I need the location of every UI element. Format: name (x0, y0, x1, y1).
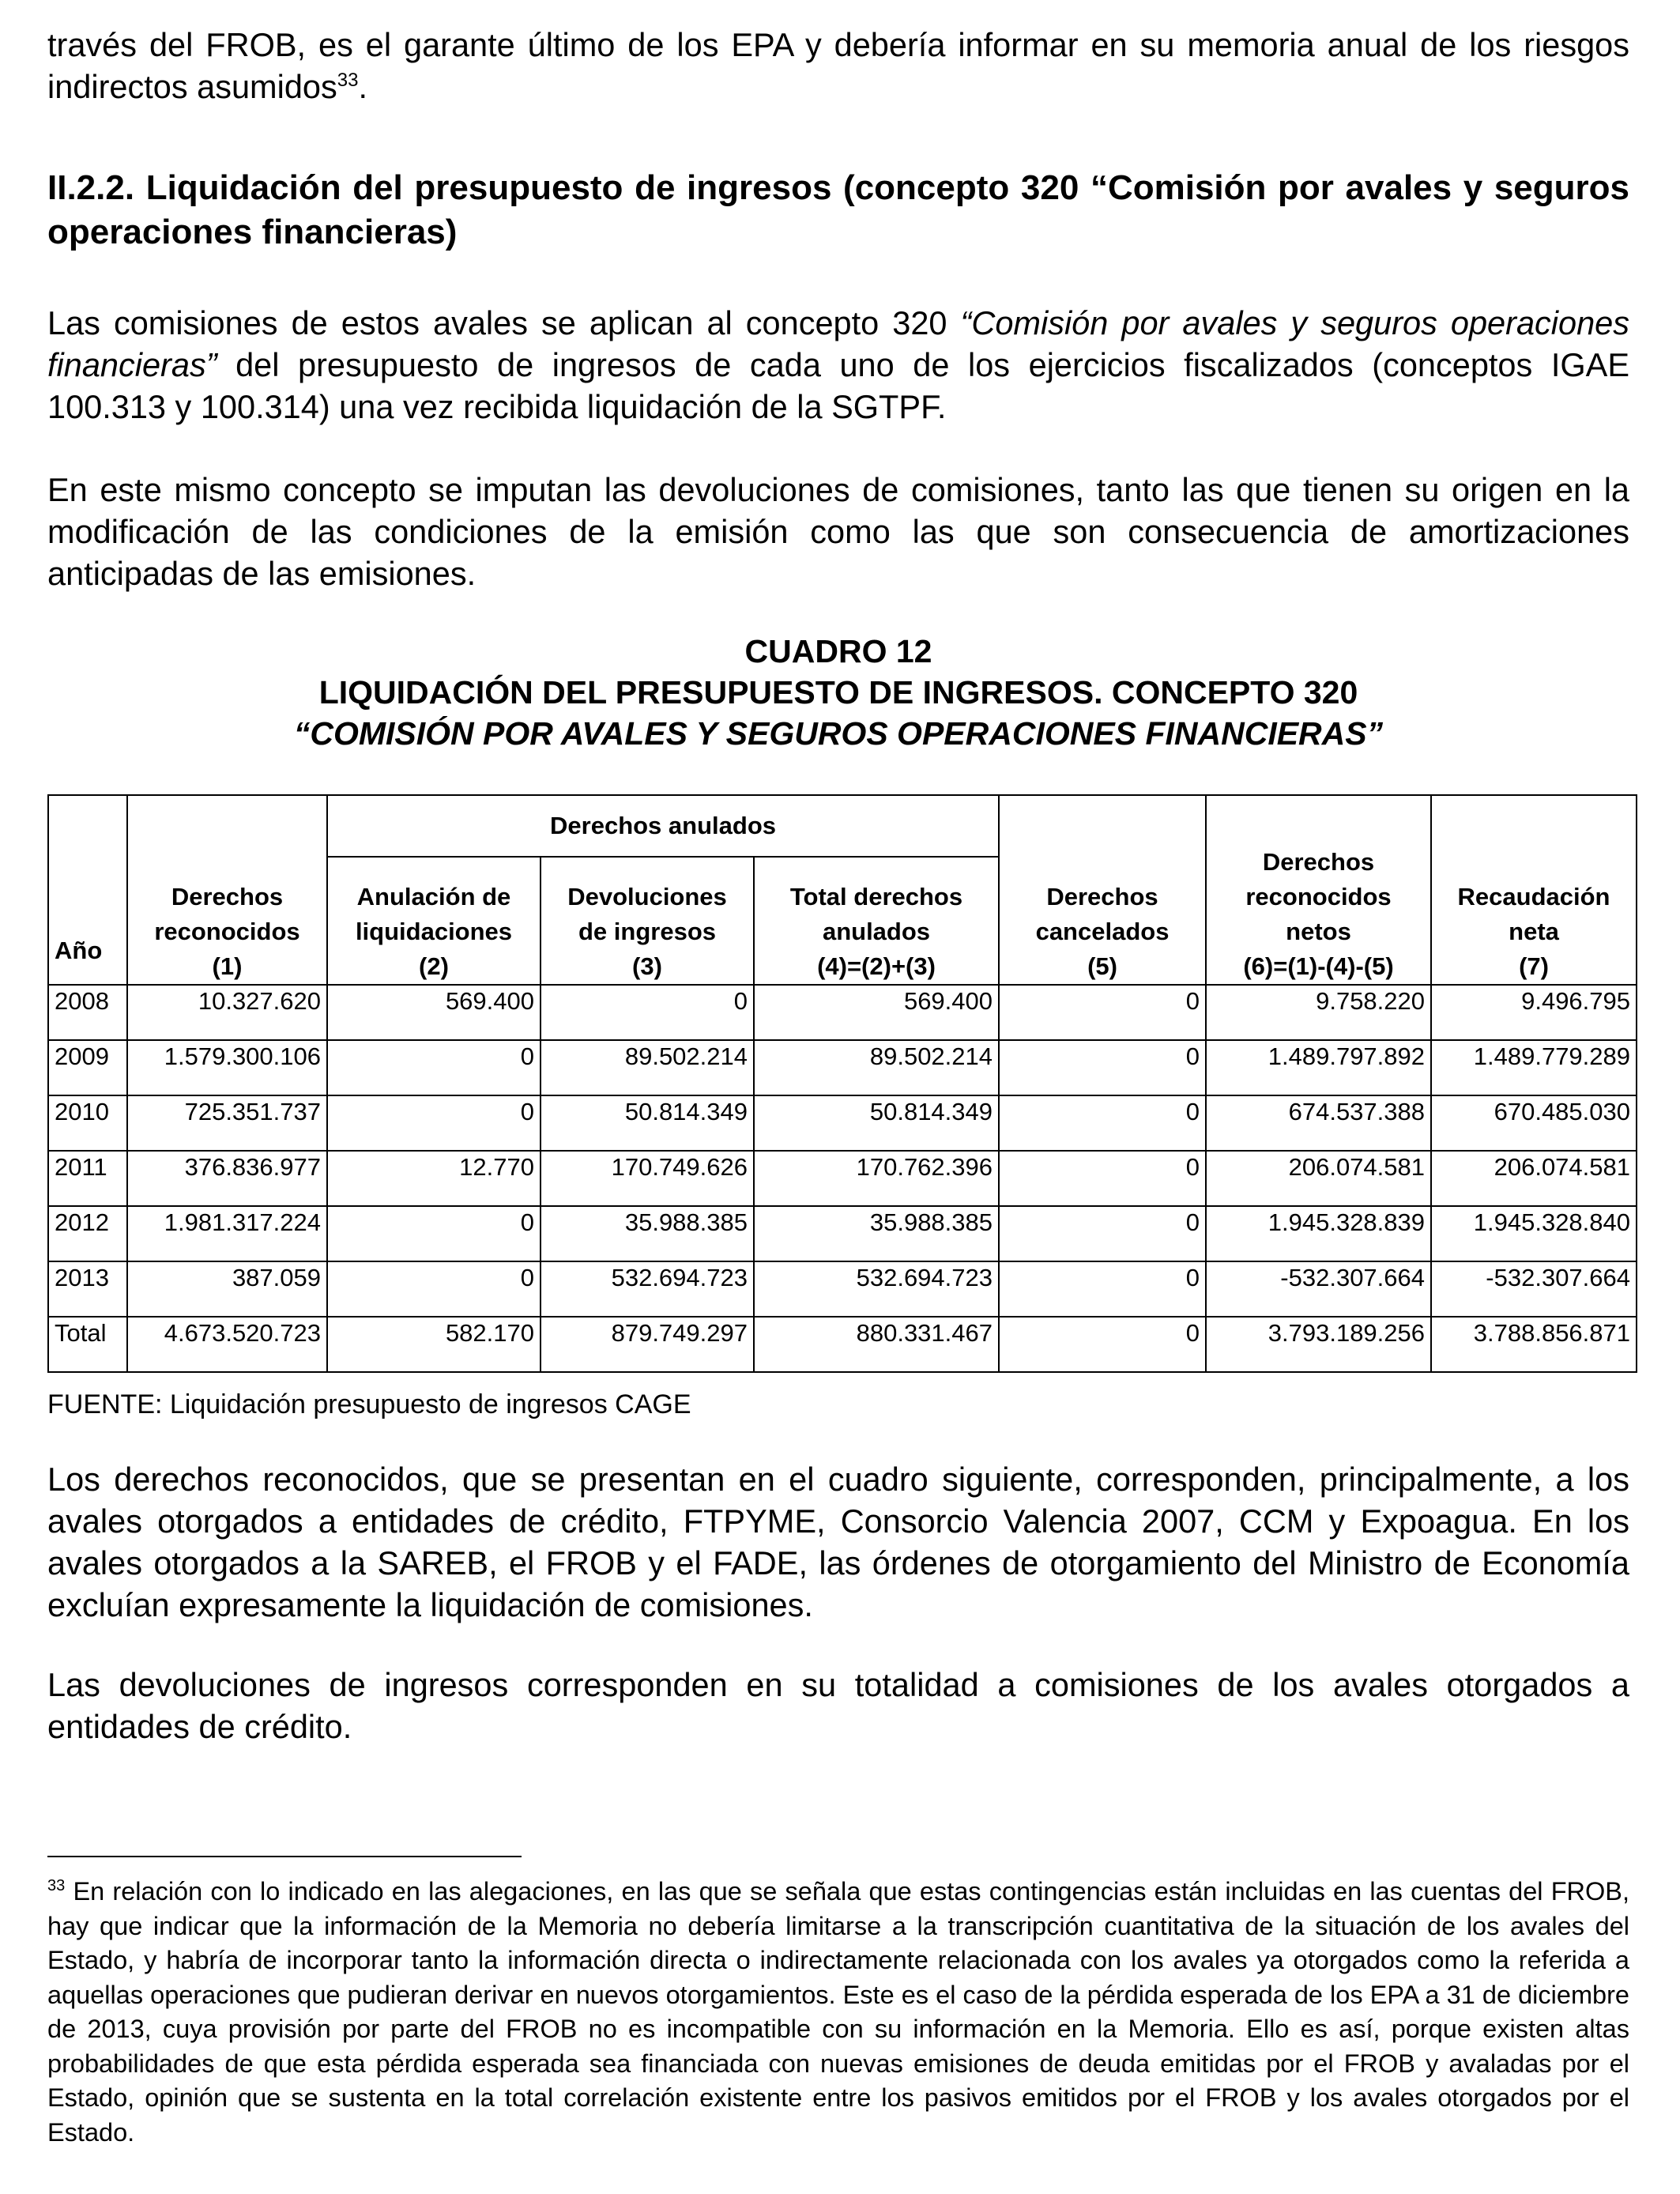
table-total-row (48, 1317, 1637, 1372)
cell-c7: 1.945.328.840 (1431, 1206, 1637, 1261)
cell-c2: 569.400 (327, 985, 541, 1040)
cell-c4: 170.762.396 (754, 1151, 999, 1206)
table-title: LIQUIDACIÓN DEL PRESUPUESTO DE INGRESOS. CONCEPTO 320 (318, 674, 1358, 711)
cell-year: 2010 (48, 1095, 127, 1151)
cell-c4: 50.814.349 (754, 1095, 999, 1151)
cell-c1: 387.059 (127, 1261, 327, 1317)
header-c2: Anulación de liquidaciones (2) (327, 857, 541, 985)
table-subtitle: “COMISIÓN POR AVALES Y SEGUROS OPERACIONES FINANCIERAS” (293, 715, 1384, 752)
cell-c4: 89.502.214 (754, 1040, 999, 1095)
cell-c6: 674.537.388 (1206, 1095, 1431, 1151)
table-row (48, 1095, 1637, 1151)
paragraph-commissions-text: Las comisiones de estos avales se aplican al concepto 320 (47, 304, 961, 341)
table-row (48, 1261, 1637, 1317)
cell-c6: 1.489.797.892 (1206, 1040, 1431, 1095)
cell-c2: 0 (327, 1261, 541, 1317)
cell-c3: 170.749.626 (541, 1151, 754, 1206)
paragraph-commissions (47, 302, 1629, 428)
cell-year: 2012 (48, 1206, 127, 1261)
paragraph-commissions-italic: “Comisión por avales y seguros operaciones financieras” (47, 304, 1629, 383)
table-row (48, 1151, 1637, 1206)
section-heading: II.2.2. Liquidación del presupuesto de ingresos (concepto 320 “Comisión por avales y seguros operaciones financieras) (47, 168, 1629, 251)
intro-paragraph (47, 24, 1629, 107)
paragraph-commissions-rest: del presupuesto de ingresos de cada uno de los ejercicios fiscalizados (conceptos IGAE 100.313 y 100.314) una vez recibida liquidación de la SGTPF. (47, 346, 1629, 425)
cell-c3: 532.694.723 (541, 1261, 754, 1317)
cell-c6: -532.307.664 (1206, 1261, 1431, 1317)
cell-c6: 206.074.581 (1206, 1151, 1431, 1206)
cell-c4: 35.988.385 (754, 1206, 999, 1261)
cell-c7: -532.307.664 (1431, 1261, 1637, 1317)
cell-c1: 1.579.300.106 (127, 1040, 327, 1095)
cell-c1: 1.981.317.224 (127, 1206, 327, 1261)
cell-c1: 10.327.620 (127, 985, 327, 1040)
header-c1: Derechos reconocidos (1) (127, 795, 327, 985)
table-header-row (48, 795, 1637, 857)
cell-c1: 4.673.520.723 (127, 1317, 327, 1372)
cell-c5: 0 (999, 985, 1206, 1040)
cell-c7: 9.496.795 (1431, 985, 1637, 1040)
footnote (47, 1875, 1629, 2150)
cell-c5: 0 (999, 1151, 1206, 1206)
cell-c7: 670.485.030 (1431, 1095, 1637, 1151)
cell-year: Total (48, 1317, 127, 1372)
table-caption (47, 631, 1629, 754)
cell-c2: 582.170 (327, 1317, 541, 1372)
cell-c5: 0 (999, 1317, 1206, 1372)
footnote-reference[interactable]: 33 (337, 70, 359, 92)
header-year: Año (48, 795, 127, 985)
cell-c4: 569.400 (754, 985, 999, 1040)
cell-c3: 0 (541, 985, 754, 1040)
cell-c6: 1.945.328.839 (1206, 1206, 1431, 1261)
cell-c3: 50.814.349 (541, 1095, 754, 1151)
table-row (48, 1206, 1637, 1261)
paragraph-returns: Las devoluciones de ingresos corresponden en su totalidad a comisiones de los avales otorgados a entidades de crédito. (47, 1666, 1629, 1745)
header-c5: Derechos cancelados (5) (999, 795, 1206, 985)
table-row (48, 1040, 1637, 1095)
table-number: CUADRO 12 (744, 633, 932, 669)
intro-end: . (358, 68, 367, 105)
cell-year: 2008 (48, 985, 127, 1040)
paragraph-rights: Los derechos reconocidos, que se presentan en el cuadro siguiente, corresponden, principalmente, a los avales otorgados a entidades de crédito, FTPYME, Consorcio Valencia 2007, CCM y Expoagua. En los avales otorgados a la SAREB, el FROB y el FADE, las órdenes de otorgamiento del Ministro de Economía excluían expresamente la liquidación de comisiones. (47, 1461, 1629, 1623)
footnote-text: En relación con lo indicado en las alegaciones, en las que se señala que estas contingencias están incluidas en las cuentas del FROB, hay que indicar que la información de la Memoria no debería limitarse a la transcripción cuantitativa de la situación de los avales del Estado, y habría de incorporar tanto la información directa o indirectamente relacionada con los avales ya otorgados como la referida a aquellas operaciones que pudieran derivar en nuevos otorgamientos. Este es el caso de la pérdida esperada de los EPA a 31 de diciembre de 2013, cuya provisión por parte del FROB no es incompatible con su información en la Memoria. Ello es así, porque existen altas probabilidades de que esta pérdida esperada sea financiada con nuevas emisiones de deuda emitidas por el FROB y avaladas por el Estado, opinión que se sustenta en la total correlación existente entre los pasivos emitidos por el FROB y los avales otorgados por el Estado. (47, 1877, 1629, 2147)
footnote-divider (47, 1856, 522, 1857)
cell-c3: 879.749.297 (541, 1317, 754, 1372)
header-c6: Derechos reconocidos netos (6)=(1)-(4)-(5) (1206, 795, 1431, 985)
header-group-anulados: Derechos anulados (327, 795, 999, 857)
cell-c1: 725.351.737 (127, 1095, 327, 1151)
budget-table (47, 794, 1637, 1373)
footnote-number: 33 (47, 1877, 66, 1895)
cell-c2: 0 (327, 1206, 541, 1261)
cell-c1: 376.836.977 (127, 1151, 327, 1206)
cell-c2: 12.770 (327, 1151, 541, 1206)
cell-c4: 880.331.467 (754, 1317, 999, 1372)
cell-c2: 0 (327, 1040, 541, 1095)
cell-c7: 206.074.581 (1431, 1151, 1637, 1206)
cell-year: 2011 (48, 1151, 127, 1206)
header-c4: Total derechos anulados (4)=(2)+(3) (754, 857, 999, 985)
cell-c5: 0 (999, 1095, 1206, 1151)
cell-c5: 0 (999, 1040, 1206, 1095)
cell-c6: 3.793.189.256 (1206, 1317, 1431, 1372)
cell-c4: 532.694.723 (754, 1261, 999, 1317)
header-c7: Recaudación neta (7) (1431, 795, 1637, 985)
table-row (48, 985, 1637, 1040)
cell-c2: 0 (327, 1095, 541, 1151)
table-source: FUENTE: Liquidación presupuesto de ingresos CAGE (47, 1389, 691, 1419)
cell-c3: 35.988.385 (541, 1206, 754, 1261)
header-c3: Devoluciones de ingresos (3) (541, 857, 754, 985)
cell-c6: 9.758.220 (1206, 985, 1431, 1040)
cell-c5: 0 (999, 1261, 1206, 1317)
cell-c5: 0 (999, 1206, 1206, 1261)
paragraph-refunds: En este mismo concepto se imputan las devoluciones de comisiones, tanto las que tienen su origen en la modificación de las condiciones de la emisión como las que son consecuencia de amortizaciones anticipadas de las emisiones. (47, 471, 1629, 592)
cell-c3: 89.502.214 (541, 1040, 754, 1095)
cell-year: 2013 (48, 1261, 127, 1317)
cell-c7: 3.788.856.871 (1431, 1317, 1637, 1372)
cell-c7: 1.489.779.289 (1431, 1040, 1637, 1095)
cell-year: 2009 (48, 1040, 127, 1095)
intro-text: través del FROB, es el garante último de los EPA y debería informar en su memoria anual de los riesgos indirectos asumidos (47, 26, 1629, 105)
